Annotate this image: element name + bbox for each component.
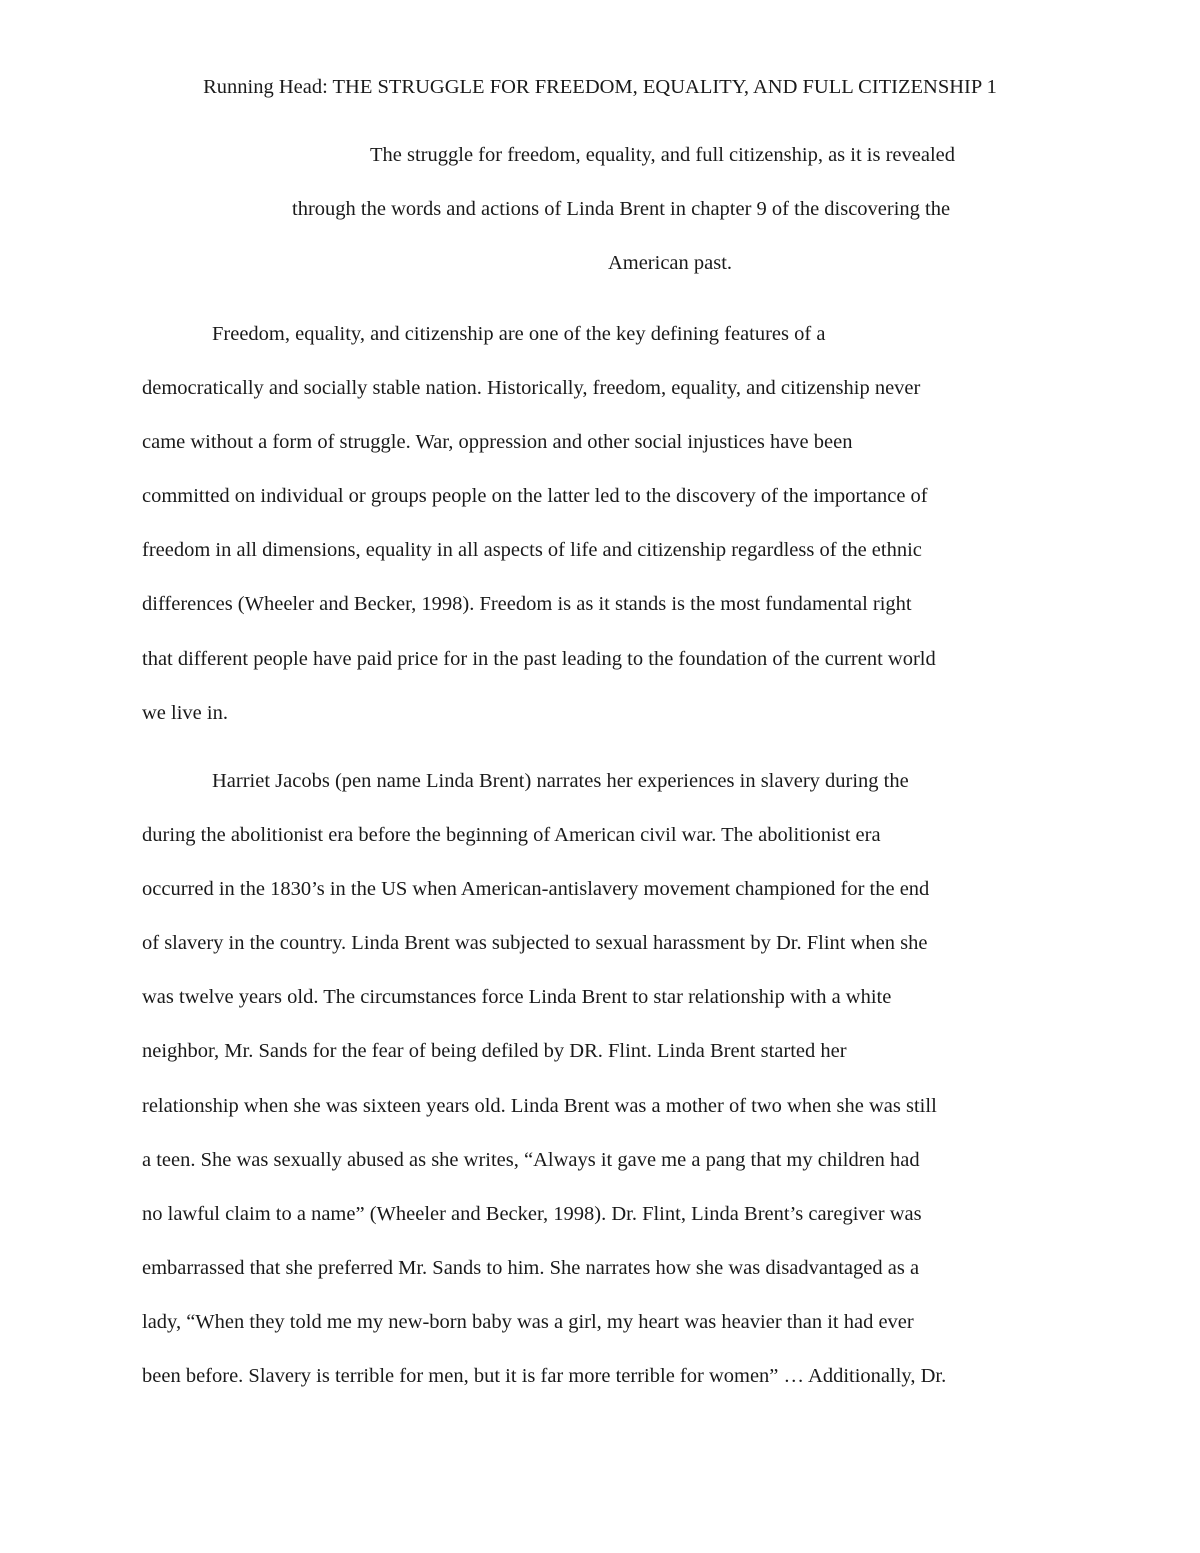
paragraph-line: committed on individual or groups people on the latter led to the discovery of the importance of [142, 485, 928, 508]
paragraph-2 [142, 754, 1062, 1403]
paragraph-line: Harriet Jacobs (pen name Linda Brent) narrates her experiences in slavery during the [212, 770, 909, 792]
title-line: The struggle for freedom, equality, and full citizenship, as it is revealed [370, 144, 956, 166]
paragraph-line: lady, “When they told me my new-born baby was a girl, my heart was heavier than it had ever [142, 1310, 914, 1333]
paragraph-line: during the abolitionist era before the beginning of American civil war. The abolitionist era [142, 824, 881, 847]
paragraph-line: neighbor, Mr. Sands for the fear of being defiled by DR. Flint. Linda Brent started her [142, 1040, 847, 1063]
paragraph-line: was twelve years old. The circumstances force Linda Brent to star relationship with a white [142, 986, 892, 1009]
paragraph-line: a teen. She was sexually abused as she writes, “Always it gave me a pang that my children had [142, 1148, 920, 1171]
paragraph-line: of slavery in the country. Linda Brent was subjected to sexual harassment by Dr. Flint when she [142, 932, 928, 955]
paragraph-line: we live in. [142, 701, 228, 724]
paragraph-line: occurred in the 1830’s in the US when American-antislavery movement championed for the end [142, 878, 930, 901]
title-line: through the words and actions of Linda Brent in chapter 9 of the discovering the [292, 198, 951, 220]
paragraph-line: no lawful claim to a name” (Wheeler and Becker, 1998). Dr. Flint, Linda Brent’s caregiver was [142, 1202, 922, 1225]
paragraph-line: freedom in all dimensions, equality in all aspects of life and citizenship regardless of the ethnic [142, 539, 922, 562]
paragraph-line: been before. Slavery is terrible for men, but it is far more terrible for women” … Additionally, Dr. [142, 1365, 947, 1388]
running-head: Running Head: THE STRUGGLE FOR FREEDOM, EQUALITY, AND FULL CITIZENSHIP 1 [203, 76, 997, 98]
paragraph-line: democratically and socially stable nation. Historically, freedom, equality, and citizenship never [142, 377, 921, 400]
paragraph-line: Freedom, equality, and citizenship are one of the key defining features of a [212, 323, 826, 345]
title-line: American past. [607, 252, 733, 274]
paragraph-line: that different people have paid price for in the past leading to the foundation of the current world [142, 647, 936, 670]
paragraph-1 [142, 307, 1062, 740]
paragraph-line: differences (Wheeler and Becker, 1998). Freedom is as it stands is the most fundamental right [142, 593, 912, 616]
paragraph-line: came without a form of struggle. War, oppression and other social injustices have been [142, 431, 853, 454]
paragraph-line: relationship when she was sixteen years old. Linda Brent was a mother of two when she was still [142, 1094, 937, 1117]
paragraph-line: embarrassed that she preferred Mr. Sands to him. She narrates how she was disadvantaged as a [142, 1256, 920, 1279]
essay-title [280, 128, 1060, 290]
